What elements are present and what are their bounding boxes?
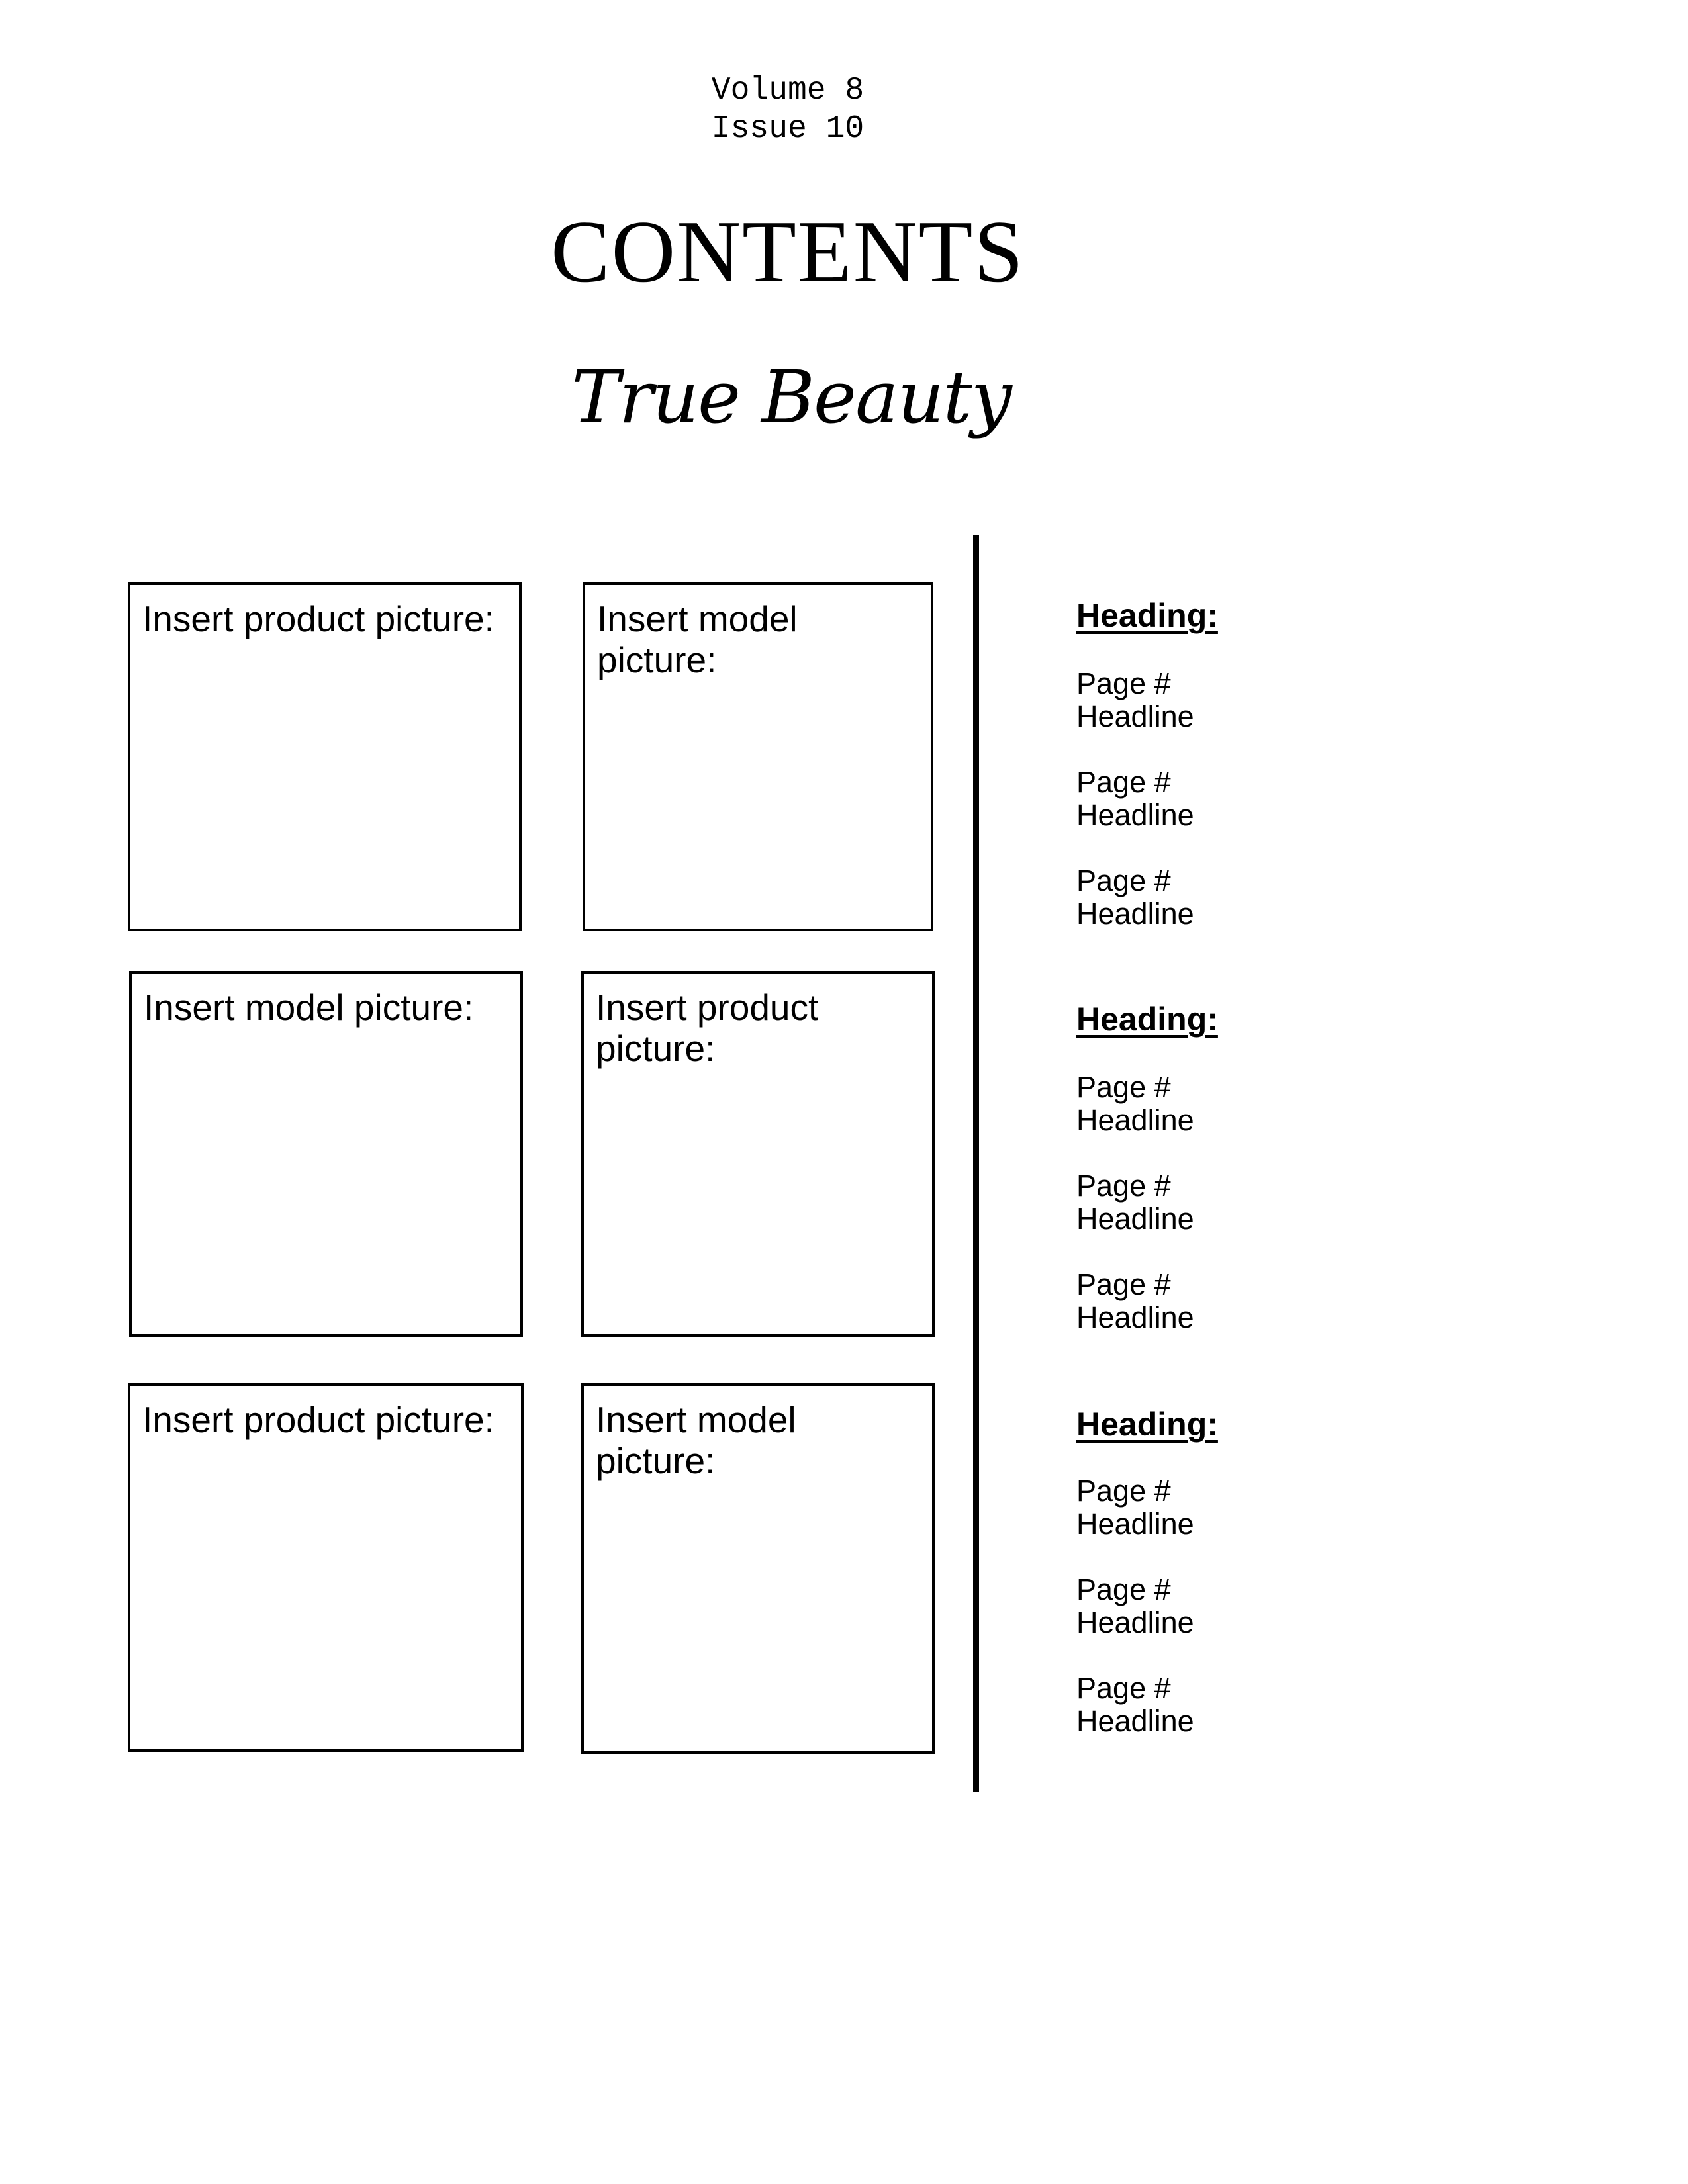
picture-box-label: Insert product picture: bbox=[142, 598, 494, 639]
toc-entry-page: Page # bbox=[1076, 1169, 1171, 1203]
toc-entry-headline: Headline bbox=[1076, 1704, 1194, 1738]
page-title: CONTENTS bbox=[551, 203, 1025, 300]
picture-box-model bbox=[129, 971, 523, 1337]
picture-box-label: Insert product picture: bbox=[142, 1399, 494, 1440]
picture-box-product bbox=[128, 1383, 524, 1752]
toc-section-heading: Heading: bbox=[1076, 1406, 1218, 1443]
toc-entry-page: Page # bbox=[1076, 864, 1171, 897]
toc-entry-headline: Headline bbox=[1076, 1202, 1194, 1236]
toc-entry-page: Page # bbox=[1076, 1474, 1171, 1508]
volume-number: Volume 8 bbox=[711, 73, 865, 109]
picture-box-label: Insert model picture: bbox=[597, 598, 798, 680]
picture-box-model bbox=[581, 1383, 935, 1754]
toc-entry-page: Page # bbox=[1076, 666, 1171, 700]
picture-box-model bbox=[583, 582, 933, 931]
toc-section-heading: Heading: bbox=[1076, 597, 1218, 634]
toc-entry-headline: Headline bbox=[1076, 700, 1194, 733]
toc-section-heading: Heading: bbox=[1076, 1001, 1218, 1038]
toc-entry-headline: Headline bbox=[1076, 1507, 1194, 1541]
picture-box-label: Insert model picture: bbox=[144, 987, 474, 1028]
toc-entry-page: Page # bbox=[1076, 765, 1171, 799]
picture-box-product bbox=[128, 582, 522, 931]
picture-box-label: Insert model picture: bbox=[596, 1399, 796, 1481]
picture-box-product bbox=[581, 971, 935, 1337]
toc-entry-headline: Headline bbox=[1076, 1606, 1194, 1639]
column-divider bbox=[973, 535, 979, 1792]
toc-entry-page: Page # bbox=[1076, 1070, 1171, 1104]
toc-entry-headline: Headline bbox=[1076, 1300, 1194, 1334]
toc-entry-page: Page # bbox=[1076, 1267, 1171, 1301]
toc-entry-headline: Headline bbox=[1076, 1103, 1194, 1137]
toc-entry-headline: Headline bbox=[1076, 897, 1194, 931]
toc-entry-headline: Headline bbox=[1076, 798, 1194, 832]
issue-theme-subtitle: True Beauty bbox=[571, 355, 1011, 439]
picture-box-label: Insert product picture: bbox=[596, 987, 819, 1069]
toc-entry-page: Page # bbox=[1076, 1572, 1171, 1606]
toc-entry-page: Page # bbox=[1076, 1671, 1171, 1705]
issue-number: Issue 10 bbox=[711, 111, 865, 147]
